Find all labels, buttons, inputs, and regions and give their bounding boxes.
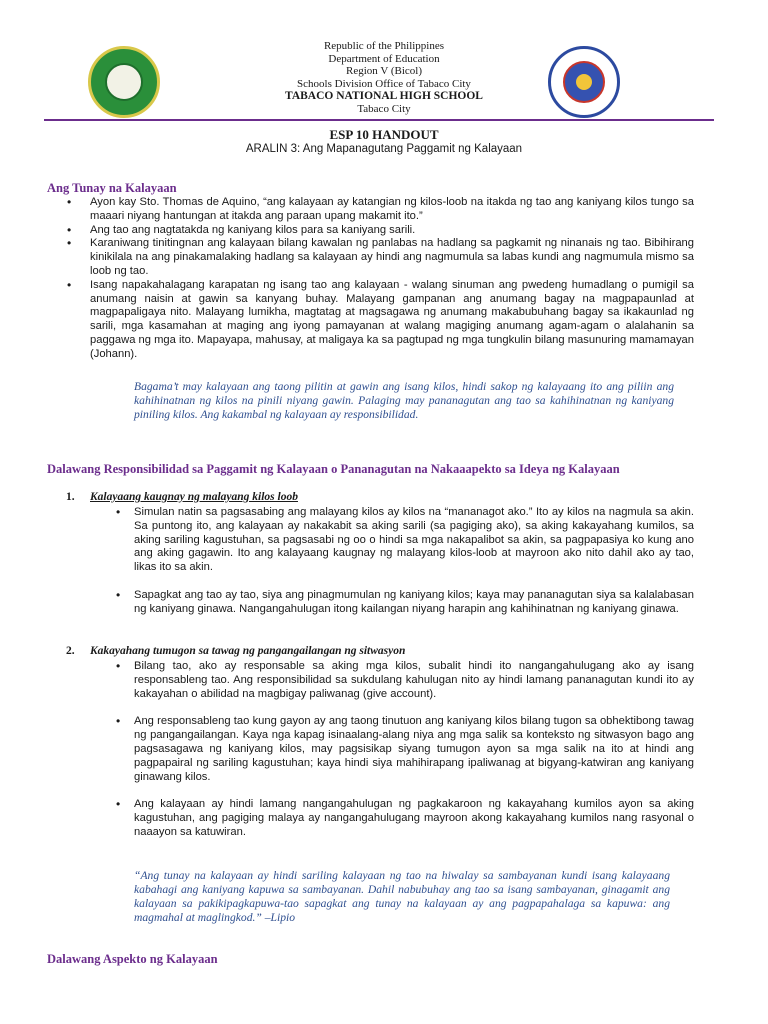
section1-quote: Bagama’t may kalayaan ang taong pilitin at gawin ang isang kilos, hindi sakop ng kalayaang ito ang piliin ang kahihinatnan ng kilos na pinili niyang gawin. Palaging may pananagutan ang tao sa kahihinatnan ng kaniyang piniling kilos. Ang kakambal ng kalayaan ay responsibilidad.: [134, 380, 674, 421]
item1-bullet-list: [114, 506, 694, 617]
handout-title: ESP 10 HANDOUT: [329, 127, 439, 142]
letterhead-school: TABACO NATIONAL HIGH SCHOOL: [285, 90, 483, 103]
list-item: • Simulan natin sa pagsasabing ang malayang kilos ay kilos na “mananagot ako.” Ito ay kilos na nagmula sa akin. Sa puntong ito, ang kalayaan ay nakakabit sa aking sarili (sa pagiging ako), sa aking kakayahang kumilos, sa aking sariling kagustuhan, sa pagsasabi ng oo o hindi sa mga nakapalibot sa akin, sa pagpapasiya ko kung ano ang aking gagawin. Ito ang kalayaang kaugnay ng malayang kilos-loob at mayroon ako nito dahil ako ay tao, likas ito sa akin.: [114, 506, 694, 575]
item-title: Kakayahang tumugon sa tawag ng pangangailangan ng sitwasyon: [90, 645, 406, 657]
item-number: 1.: [66, 491, 75, 503]
list-item: • Ang kalayaan ay hindi lamang nangangahulugan ng pagkakaroon ng kakayahang kumilos ayon sa aking kagustuhan, ang pagiging malaya ay nangangahulugang mayroon akong kakayahang kumilos nang rasyonal o naaayon sa katuwiran.: [114, 798, 694, 839]
list-item: • Ayon kay Sto. Thomas de Aquino, “ang kalayaan ay katangian ng kilos-loob na itakda ng tao ang kaniyang kilos tungo sa maaari niyang hantungan at itakda ang paraan upang makamit ito.”: [64, 196, 694, 224]
list-item: • Isang napakahalagang karapatan ng isang tao ang kalayaan - walang sinuman ang pwedeng humadlang o pumigil sa anumang naisin at gawin sa kanyang buhay. Malayang gampanan ang anumang bagay na magpapaunlad at magpapaligaya nito. Malayang lumikha, magtatag at magsagawa ng anumang makabubuhang bagay sa ikakaunlad ng sarili, mga kasamahan at maging ang iyong pamayanan at walang magiging anumang agam-agam o alalahanin sa paggawa ng mga ito. Mapayapa, mahusay, at maligaya ka sa pagtupad ng mga tungkulin bilang masunuring mamamayan (Johann).: [64, 279, 694, 362]
letterhead: [200, 40, 568, 116]
list-item: • Ang responsableng tao kung gayon ay ang taong tinutuon ang kaniyang kilos bilang tugon sa obhektibong tawag ng pangangailangan. Kaya nga kapag isinaalang-alang niya ang mga salik sa konteksto ng sitwasyon bago ang pagsasagawa ng kaniyang kilos, may pagsisikap siyang tumugon ayon sa mga salik na ito at hindi ang pagpapairal ng sariling kagustuhan; kaya hindi siya mahihirapang ipaliwanag at bigyang-katwiran ang kaniyang ginawang kilos.: [114, 715, 694, 784]
item2-bullet-list: [114, 660, 694, 840]
numbered-item-2: [66, 645, 405, 657]
list-item: • Karaniwang tinitingnan ang kalayaan bilang kawalan ng panlabas na hadlang sa pagkamit ng ninanais ng tao. Bibihirang kinikilala na ang pinakamalaking hadlang sa kalayaan ay hindi ang nagmumula sa labas kundi ang nagmumula mismo sa loob ng tao.: [64, 237, 694, 278]
header-divider: [44, 119, 714, 121]
section-heading-tunay-na-kalayaan: Ang Tunay na Kalayaan: [47, 181, 177, 195]
letterhead-republic: Republic of the Philippines: [323, 40, 445, 52]
list-item: • Sapagkat ang tao ay tao, siya ang pinagmumulan ng kaniyang kilos; kaya may pananagutan siya sa kalalabasan ng kaniyang ginawa. Nangangahulugan itong kailangan niyang harapin ang kahihinatnan ng kaniyang ginawa.: [114, 589, 694, 617]
letterhead-city: Tabaco City: [357, 102, 411, 115]
letterhead-department: Department of Education: [328, 52, 440, 65]
item-title: Kalayaang kaugnay ng malayang kilos loob: [90, 491, 298, 503]
section2-quote: “Ang tunay na kalayaan ay hindi sariling kalayaan ng tao na hiwalay sa sambayanan kundi isang kalayaang kabahagi ang kaniyang kapuwa sa sambayanan. Dahil nabubuhay ang tao sa isang sambayanan, ginagamit ang kalayaan sa pakikipagkapuwa-tao sapagkat ang tunay na kalayaan ay ang pagpapahalaga sa kapuwa: ang magmahal at maglingkod.” –Lipio: [134, 869, 670, 924]
letterhead-region: Region V (Bicol): [346, 65, 422, 78]
handout-subtitle: ARALIN 3: Ang Mapanagutang Paggamit ng Kalayaan: [245, 143, 523, 155]
school-seal-icon: [88, 46, 160, 118]
section1-bullet-list: [64, 196, 694, 362]
section-heading-dalawang-aspekto: Dalawang Aspekto ng Kalayaan: [47, 952, 218, 966]
numbered-item-1: [66, 491, 298, 503]
section-heading-dalawang-responsibilidad: Dalawang Responsibilidad sa Paggamit ng Kalayaan o Pananagutan na Nakaaapekto sa Ideya ng Kalayaan: [47, 462, 620, 476]
list-item: • Ang tao ang nagtatakda ng kaniyang kilos para sa kaniyang sarili.: [64, 224, 694, 238]
item-number: 2.: [66, 645, 75, 657]
letterhead-division: Schools Division Office of Tabaco City: [297, 77, 471, 90]
list-item: • Bilang tao, ako ay responsable sa aking mga kilos, subalit hindi ito nangangahulugang ako ay isang responsableng tao. Ang responsibilidad sa sukdulang kahulugan nito ay hindi lamang pananagutan kundi ito ay kakayahan o abilidad na magbigay paliwanag (give account).: [114, 660, 694, 701]
